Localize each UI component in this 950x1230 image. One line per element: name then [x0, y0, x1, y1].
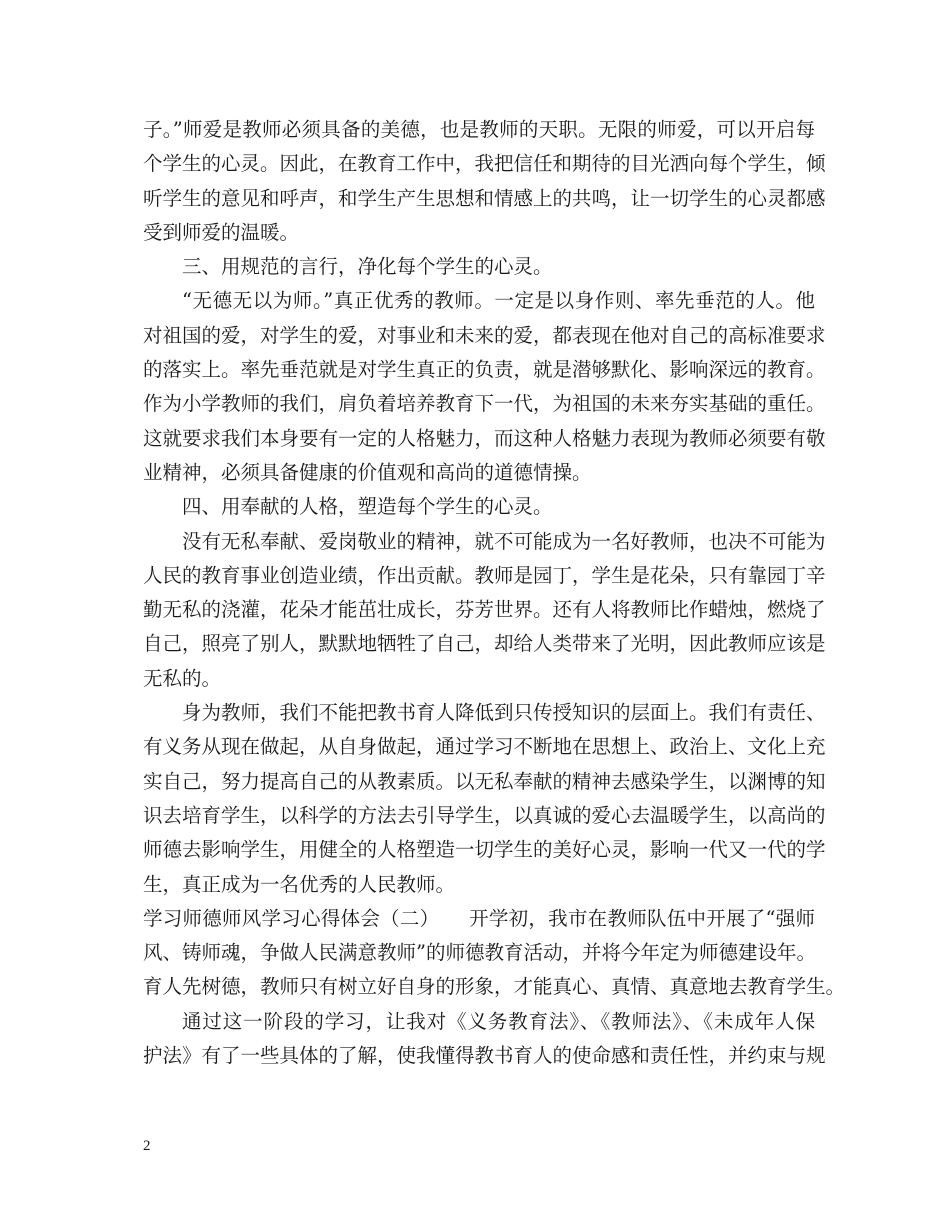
text-line: 个学生的心灵。因此，在教育工作中，我把信任和期待的目光洒向每个学生，倾 — [143, 152, 826, 176]
text-line: 实自己，努力提高自己的从教素质。以无私奉献的精神去感染学生，以渊博的知 — [143, 769, 826, 793]
text-line: 师德去影响学生，用健全的人格塑造一切学生的美好心灵，影响一代又一代的学 — [143, 838, 826, 862]
text-line: 无私的。 — [143, 666, 222, 690]
text-line: 作为小学教师的我们，肩负着培养教育下一代，为祖国的未来夯实基础的重任。 — [143, 392, 826, 416]
page-number: 2 — [143, 1138, 151, 1154]
text-line: 通过这一阶段的学习，让我对《义务教育法》、《教师法》、《未成年人保 — [182, 1009, 815, 1033]
text-line: 子。”师爱是教师必须具备的美德，也是教师的天职。无限的师爱，可以开启每 — [143, 118, 815, 141]
text-line: 生，真正成为一名优秀的人民教师。 — [143, 872, 456, 896]
text-line: 风、铸师魂，争做人民满意教师”的师德教育活动，并将今年定为师德建设年。 — [143, 941, 816, 965]
text-line: 对祖国的爱，对学生的爱，对事业和未来的爱，都表现在他对自己的高标准要求 — [143, 323, 826, 347]
text-line: 听学生的意见和呼声，和学生产生思想和情感上的共鸣，让一切学生的心灵都感 — [143, 186, 826, 210]
text-line: 没有无私奉献、爱岗敬业的精神，就不可能成为一名好教师，也决不可能为 — [182, 529, 826, 553]
text-line: 勤无私的浇灌，花朵才能茁壮成长，芬芳世界。还有人将教师比作蜡烛，燃烧了 — [143, 598, 826, 622]
text-line: 护法》有了一些具体的了解，使我懂得教书育人的使命感和责任性，并约束与规 — [143, 1044, 826, 1068]
section-heading: 四、用奉献的人格，塑造每个学生的心灵。 — [182, 495, 553, 519]
text-line: 识去培育学生，以科学的方法去引导学生，以真诚的爱心去温暖学生，以高尚的 — [143, 803, 826, 827]
text-line: 有义务从现在做起，从自身做起，通过学习不断地在思想上、政治上、文化上充 — [143, 735, 826, 759]
section-heading: 三、用规范的言行，净化每个学生的心灵。 — [182, 255, 553, 279]
text-line: 自己，照亮了别人，默默地牺牲了自己，却给人类带来了光明，因此教师应该是 — [143, 632, 826, 656]
text-line: 学习师德师风学习心得体会（二） 开学初，我市在教师队伍中开展了“强师 — [143, 906, 815, 930]
text-line: 身为教师，我们不能把教书育人降低到只传授知识的层面上。我们有责任、 — [182, 701, 826, 725]
text-line: 这就要求我们本身要有一定的人格魅力，而这种人格魅力表现为教师必须要有敬 — [143, 426, 826, 450]
text-line: 育人先树德，教师只有树立好自身的形象，才能真心、真情、真意地去教育学生。 — [143, 975, 846, 999]
text-line: 的落实上。率先垂范就是对学生真正的负责，就是潜够默化、影响深远的教育。 — [143, 358, 826, 382]
text-line: 业精神，必须具备健康的价值观和高尚的道德情操。 — [143, 460, 592, 484]
document-body — [143, 113, 846, 1073]
text-line: 受到师爱的温暖。 — [143, 220, 300, 244]
text-line: “无德无以为师。”真正优秀的教师。一定是以身作则、率先垂范的人。他 — [182, 289, 815, 313]
text-line: 人民的教育事业创造业绩，作出贡献。教师是园丁，学生是花朵，只有靠园丁辛 — [143, 563, 826, 587]
